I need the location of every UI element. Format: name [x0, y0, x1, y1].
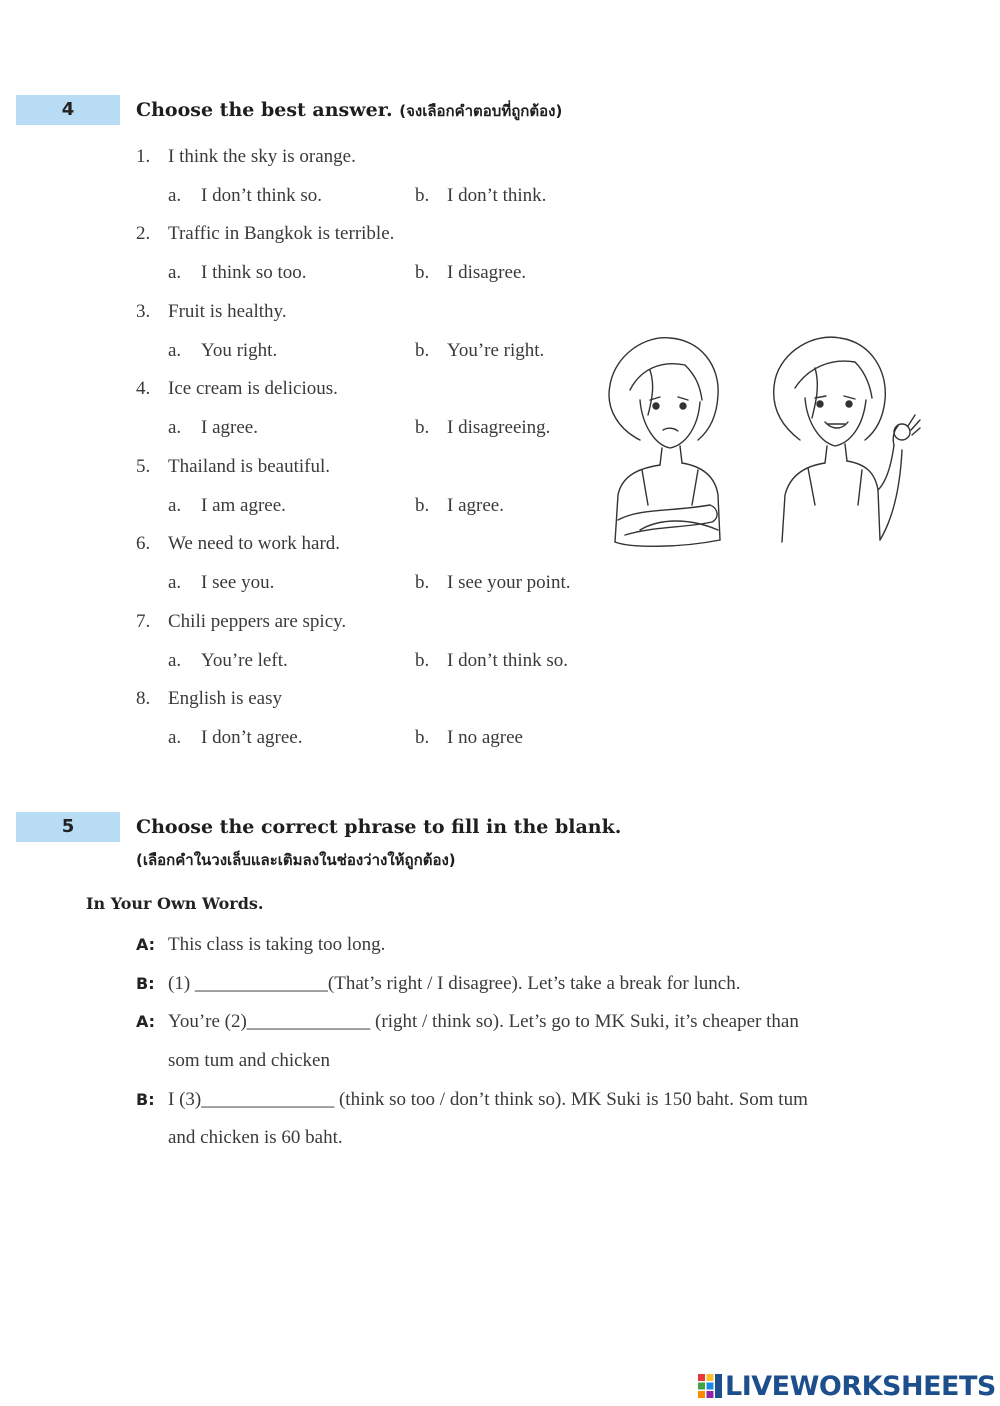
- speaker-label: A:: [136, 935, 156, 954]
- option-a-label: a.: [168, 185, 182, 206]
- question-text: Fruit is healthy.: [168, 301, 287, 322]
- option-a-label: a.: [168, 340, 182, 361]
- subheading: In Your Own Words.: [86, 894, 264, 913]
- question-number: 5.: [136, 456, 151, 477]
- question-number: 4.: [136, 378, 151, 399]
- speaker-label: B:: [136, 1090, 155, 1109]
- option-a-label: a.: [168, 417, 182, 438]
- option-a[interactable]: You right.: [201, 340, 278, 361]
- option-b[interactable]: I disagree.: [447, 262, 527, 283]
- dialogue-text: and chicken is 60 baht.: [168, 1127, 343, 1148]
- section-4-title-english: Choose the best answer.: [136, 99, 393, 121]
- question-text: Thailand is beautiful.: [168, 456, 330, 477]
- option-a[interactable]: I see you.: [201, 572, 275, 593]
- option-b[interactable]: I don’t think so.: [447, 650, 569, 671]
- girl-agreeing-figure: [774, 337, 920, 542]
- option-b[interactable]: I see your point.: [447, 572, 571, 593]
- dialogue-text-blank-3[interactable]: I (3)______________ (think so too / don’t think so). MK Suki is 150 baht. Som tum: [168, 1089, 808, 1110]
- option-a-label: a.: [168, 650, 182, 671]
- question-number: 7.: [136, 611, 151, 632]
- two-girls-illustration: [600, 330, 930, 555]
- option-b[interactable]: I agree.: [447, 495, 504, 516]
- option-a[interactable]: You’re left.: [201, 650, 288, 671]
- section-5-number: 5: [61, 816, 75, 837]
- option-a[interactable]: I agree.: [201, 417, 258, 438]
- question-text: Ice cream is delicious.: [168, 378, 338, 399]
- option-a-label: a.: [168, 262, 182, 283]
- section-4-number: 4: [61, 99, 75, 120]
- option-a-label: a.: [168, 572, 182, 593]
- option-a-label: a.: [168, 727, 182, 748]
- option-a[interactable]: I don’t agree.: [201, 727, 303, 748]
- question-text: I think the sky is orange.: [168, 146, 356, 167]
- question-number: 1.: [136, 146, 151, 167]
- girl-disagreeing-figure: [609, 338, 720, 547]
- question-text: We need to work hard.: [168, 533, 341, 554]
- liveworksheets-brand: [697, 1370, 996, 1402]
- question-number: 3.: [136, 301, 151, 322]
- dialogue-text: This class is taking too long.: [168, 934, 386, 955]
- section-5-title: Choose the correct phrase to fill in the blank.: [136, 816, 622, 838]
- option-a[interactable]: I don’t think so.: [201, 185, 323, 206]
- brand-name: LIVEWORKSHEETS: [725, 1370, 996, 1402]
- speaker-label: A:: [136, 1012, 156, 1031]
- section-5-title-thai: (เลือกคำในวงเล็บและเติมลงในช่องว่างให้ถูกต้อง): [136, 851, 456, 869]
- option-a-label: a.: [168, 495, 182, 516]
- option-b[interactable]: I no agree: [447, 727, 523, 748]
- liveworksheets-logo-icon: [697, 1373, 723, 1399]
- option-b-label: b.: [415, 417, 430, 438]
- section-4-title-thai: (จงเลือกคำตอบที่ถูกต้อง): [399, 102, 563, 120]
- question-text: English is easy: [168, 688, 282, 709]
- option-b-label: b.: [415, 185, 430, 206]
- dialogue-text-blank-1[interactable]: (1) ______________(That’s right / I disagree). Let’s take a break for lunch.: [168, 973, 741, 994]
- dialogue-text-blank-2[interactable]: You’re (2)_____________ (right / think so). Let’s go to MK Suki, it’s cheaper than: [168, 1011, 799, 1032]
- option-b-label: b.: [415, 340, 430, 361]
- speaker-label: B:: [136, 974, 155, 993]
- question-text: Traffic in Bangkok is terrible.: [168, 223, 395, 244]
- option-b-label: b.: [415, 572, 430, 593]
- question-number: 6.: [136, 533, 151, 554]
- question-number: 2.: [136, 223, 151, 244]
- dialogue-text: som tum and chicken: [168, 1050, 330, 1071]
- option-a[interactable]: I am agree.: [201, 495, 286, 516]
- section-4-title: [136, 95, 562, 126]
- option-a[interactable]: I think so too.: [201, 262, 307, 283]
- option-b[interactable]: You’re right.: [447, 340, 545, 361]
- question-text: Chili peppers are spicy.: [168, 611, 347, 632]
- option-b[interactable]: I don’t think.: [447, 185, 547, 206]
- option-b-label: b.: [415, 262, 430, 283]
- option-b-label: b.: [415, 727, 430, 748]
- option-b-label: b.: [415, 495, 430, 516]
- option-b[interactable]: I disagreeing.: [447, 417, 551, 438]
- question-number: 8.: [136, 688, 151, 709]
- option-b-label: b.: [415, 650, 430, 671]
